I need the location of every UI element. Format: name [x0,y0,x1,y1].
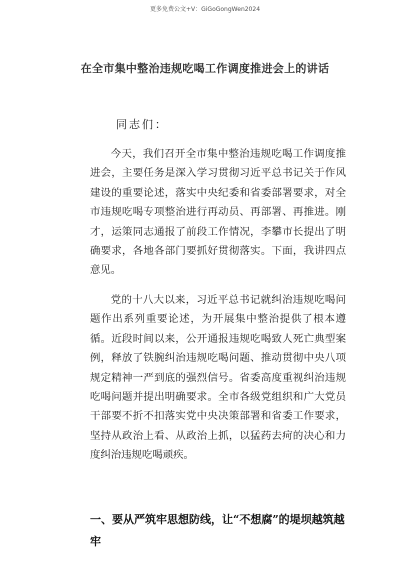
body-paragraph-2: 党的十八大以来，习近平总书记就纠治违规吃喝问题作出系列重要论述，为开展集中整治提供了根本遵循。近段时间以来，公开通报违规吃喝致人死亡典型案例，释放了铁腕纠治违规吃喝问题、推动贯彻中央八项规定精神一严到底的强烈信号。省委高度重视纠治违规吃喝问题并提出明确要求。全市各级党组织和广大党员干部要不折不扣落实党中央决策部署和省委工作要求，坚持从政治上看、从政治上抓，以猛药去疴的决心和力度纠治违规吃喝顽疾。 [90,294,346,462]
document-title: 在全市集中整治违规吃喝工作调度推进会上的讲话 [80,62,330,75]
salutation: 同志们： [116,118,168,131]
header-note: 更多免费公文+V：GiGoGongWen2024 [149,6,261,13]
body-paragraph-1: 今天，我们召开全市集中整治违规吃喝工作调度推进会，主要任务是深入学习贯彻习近平总书记关于作风建设的重要论述，落实中央纪委和省委部署要求，对全市违规吃喝专项整治进行再动员、再部署、再推进。刚才，运策同志通报了前段工作情况，李攀市长提出了明确要求，各地各部门要抓好贯彻落实。下面，我讲四点意见。 [90,148,346,277]
section-heading: 一、要从严筑牢思想防线，让“不想腐”的堤坝越筑越牢 [90,513,345,548]
